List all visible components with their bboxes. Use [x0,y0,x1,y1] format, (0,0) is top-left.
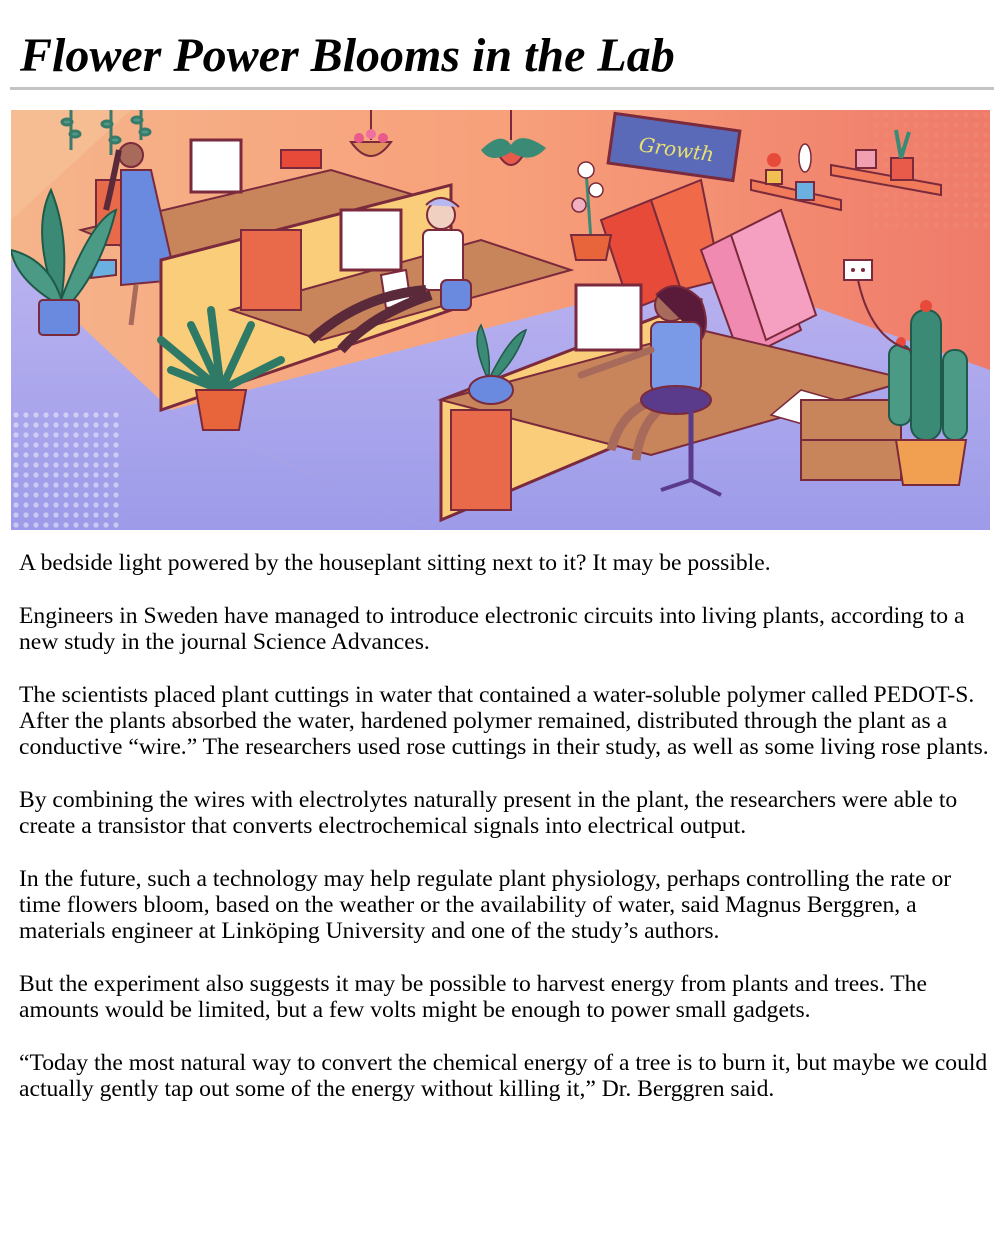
article-paragraph: A bedside light powered by the houseplant sitting next to it? It may be possible. [19,550,771,576]
article-paragraph: “Today the most natural way to convert the chemical energy of a tree is to burn it, but maybe we could actually gently tap out some of the energy without killing it,” Dr. Berggren said. [19,1050,988,1102]
headline-divider [10,87,994,90]
article-paragraph: The scientists placed plant cuttings in water that contained a water-soluble polymer called PEDOT-S. After the plants absorbed the water, hardened polymer remained, distributed through the plant as a conductive “wire.” The researchers used rose cuttings in their study, as well as some living rose plants. [19,682,989,760]
article-paragraph: In the future, such a technology may help regulate plant physiology, perhaps controlling the rate or time flowers bloom, based on the weather or the availability of water, said Magnus Berggren, a materials engineer at Linköping University and one of the study’s authors. [19,866,952,944]
article-headline: Flower Power Blooms in the Lab [20,29,675,82]
article-paragraph: Engineers in Sweden have managed to introduce electronic circuits into living plants, according to a new study in the journal Science Advances. [19,603,965,655]
article-paragraph: But the experiment also suggests it may be possible to harvest energy from plants and trees. The amounts would be limited, but a few volts might be enough to power small gadgets. [19,971,927,1023]
svg-text:Growth: Growth [637,132,716,167]
article-paragraph: By combining the wires with electrolytes naturally present in the plant, the researchers were able to create a transistor that converts electrochemical signals into electrical output. [19,787,958,839]
office-illustration [11,110,990,530]
article-body [19,550,994,1129]
